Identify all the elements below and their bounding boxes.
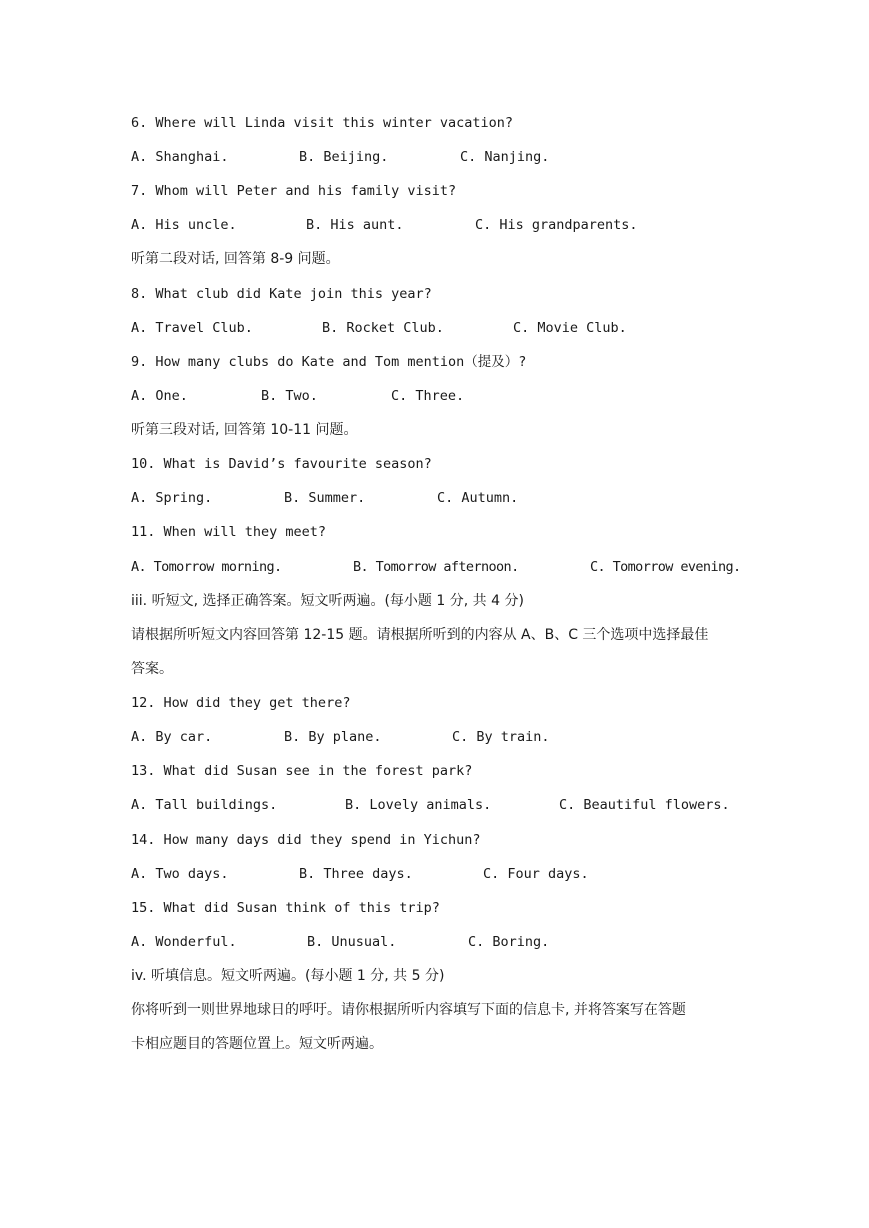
option-b: B. Three days. [299, 866, 413, 882]
part-3-heading: iii. 听短文, 选择正确答案。短文听两遍。(每小题 1 分, 共 4 分) [131, 593, 524, 609]
question-12: 12. How did they get there? [131, 695, 351, 711]
question-10: 10. What is David’s favourite season? [131, 456, 432, 472]
option-a: A. Tall buildings. [131, 797, 278, 813]
question-15: 15. What did Susan think of this trip? [131, 900, 440, 916]
option-a: A. Shanghai. [131, 149, 229, 165]
option-a: A. Wonderful. [131, 934, 237, 950]
option-c: C. Movie Club. [513, 320, 627, 336]
question-7: 7. Whom will Peter and his family visit? [131, 183, 457, 199]
option-c: C. By train. [452, 729, 550, 745]
question-9: 9. How many clubs do Kate and Tom mention（提及）? [131, 354, 527, 370]
question-6: 6. Where will Linda visit this winter vacation? [131, 115, 514, 131]
option-a: A. By car. [131, 729, 213, 745]
section-2-instruction: 听第二段对话, 回答第 8-9 问题。 [131, 251, 340, 267]
part-4-heading: iv. 听填信息。短文听两遍。(每小题 1 分, 共 5 分) [131, 968, 445, 984]
option-c: C. Autumn. [437, 490, 519, 506]
question-14: 14. How many days did they spend in Yichun? [131, 832, 481, 848]
option-a: A. Travel Club. [131, 320, 253, 336]
part-4-note-line-1: 你将听到一则世界地球日的呼吁。请你根据所听内容填写下面的信息卡, 并将答案写在答题 [131, 1002, 686, 1018]
option-b: B. Beijing. [299, 149, 389, 165]
section-3-instruction: 听第三段对话, 回答第 10-11 问题。 [131, 422, 358, 438]
question-8: 8. What club did Kate join this year? [131, 286, 432, 302]
option-b: B. Tomorrow afternoon. [353, 559, 519, 575]
option-b: B. His aunt. [306, 217, 404, 233]
option-a: A. One. [131, 388, 188, 404]
option-a: A. Two days. [131, 866, 229, 882]
option-c: C. Tomorrow evening. [590, 559, 741, 575]
option-c: C. His grandparents. [475, 217, 638, 233]
option-c: C. Boring. [468, 934, 550, 950]
option-b: B. Two. [261, 388, 318, 404]
question-11: 11. When will they meet? [131, 524, 327, 540]
option-b: B. Unusual. [307, 934, 397, 950]
option-c: C. Four days. [483, 866, 589, 882]
option-b: B. Rocket Club. [322, 320, 444, 336]
option-b: B. Summer. [284, 490, 366, 506]
option-c: C. Three. [391, 388, 465, 404]
option-a: A. Spring. [131, 490, 213, 506]
option-a: A. His uncle. [131, 217, 237, 233]
option-c: C. Nanjing. [460, 149, 550, 165]
option-a: A. Tomorrow morning. [131, 559, 282, 575]
part-4-note-line-2: 卡相应题目的答题位置上。短文听两遍。 [131, 1036, 383, 1052]
part-3-note-line-1: 请根据所听短文内容回答第 12-15 题。请根据所听到的内容从 A、B、C 三个选项中选择最佳 [131, 627, 709, 643]
question-13: 13. What did Susan see in the forest park? [131, 763, 473, 779]
option-c: C. Beautiful flowers. [559, 797, 730, 813]
part-3-note-line-2: 答案。 [131, 661, 173, 677]
option-b: B. Lovely animals. [345, 797, 492, 813]
option-b: B. By plane. [284, 729, 382, 745]
